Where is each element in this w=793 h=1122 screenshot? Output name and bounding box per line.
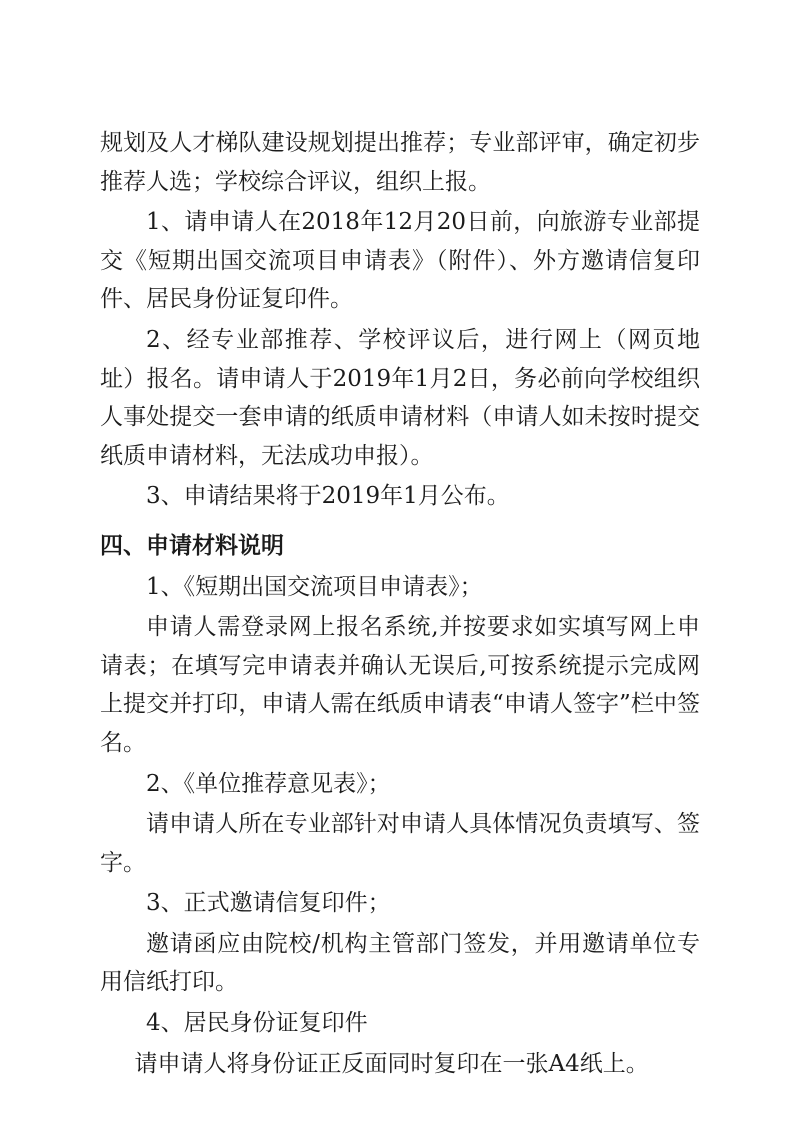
section-heading: 四、申请材料说明	[100, 531, 284, 559]
paragraph: 申请人需登录网上报名系统,并按要求如实填写网上申请表；在填写完申请表并确认无误后,可按系统提示完成网上提交并打印，申请人需在纸质申请表“申请人签字”栏中签名。	[100, 614, 700, 756]
paragraph: 1、请申请人在2018年12月20日前，向旅游专业部提交《短期出国交流项目申请表》（附件）、外方邀请信复印件、居民身份证复印件。	[100, 209, 700, 313]
paragraph: 3、正式邀请信复印件；	[146, 890, 391, 917]
paragraph: 2、经专业部推荐、学校评议后，进行网上（网页地址）报名。请申请人于2019年1月2日，务必前向学校组织人事处提交一套申请的纸质申请材料（申请人如未按时提交纸质申请材料，无法成功申报）。	[100, 326, 700, 469]
paragraph: 3、申请结果将于2019年1月公布。	[146, 483, 510, 510]
paragraph: 1、《短期出国交流项目申请表》；	[146, 573, 483, 600]
paragraph: 2、《单位推荐意见表》；	[146, 770, 391, 797]
document-body	[100, 124, 700, 1083]
paragraph: 邀请函应由院校/机构主管部门签发，并用邀请单位专用信纸打印。	[100, 930, 700, 996]
paragraph: 4、居民身份证复印件	[146, 1010, 368, 1037]
paragraph: 请申请人将身份证正反面同时复印在一张A4纸上。	[134, 1050, 649, 1077]
paragraph: 规划及人才梯队建设规划提出推荐；专业部评审，确定初步推荐人选；学校综合评议，组织上报。	[100, 130, 700, 195]
paragraph: 请申请人所在专业部针对申请人具体情况负责填写、签字。	[100, 811, 700, 876]
